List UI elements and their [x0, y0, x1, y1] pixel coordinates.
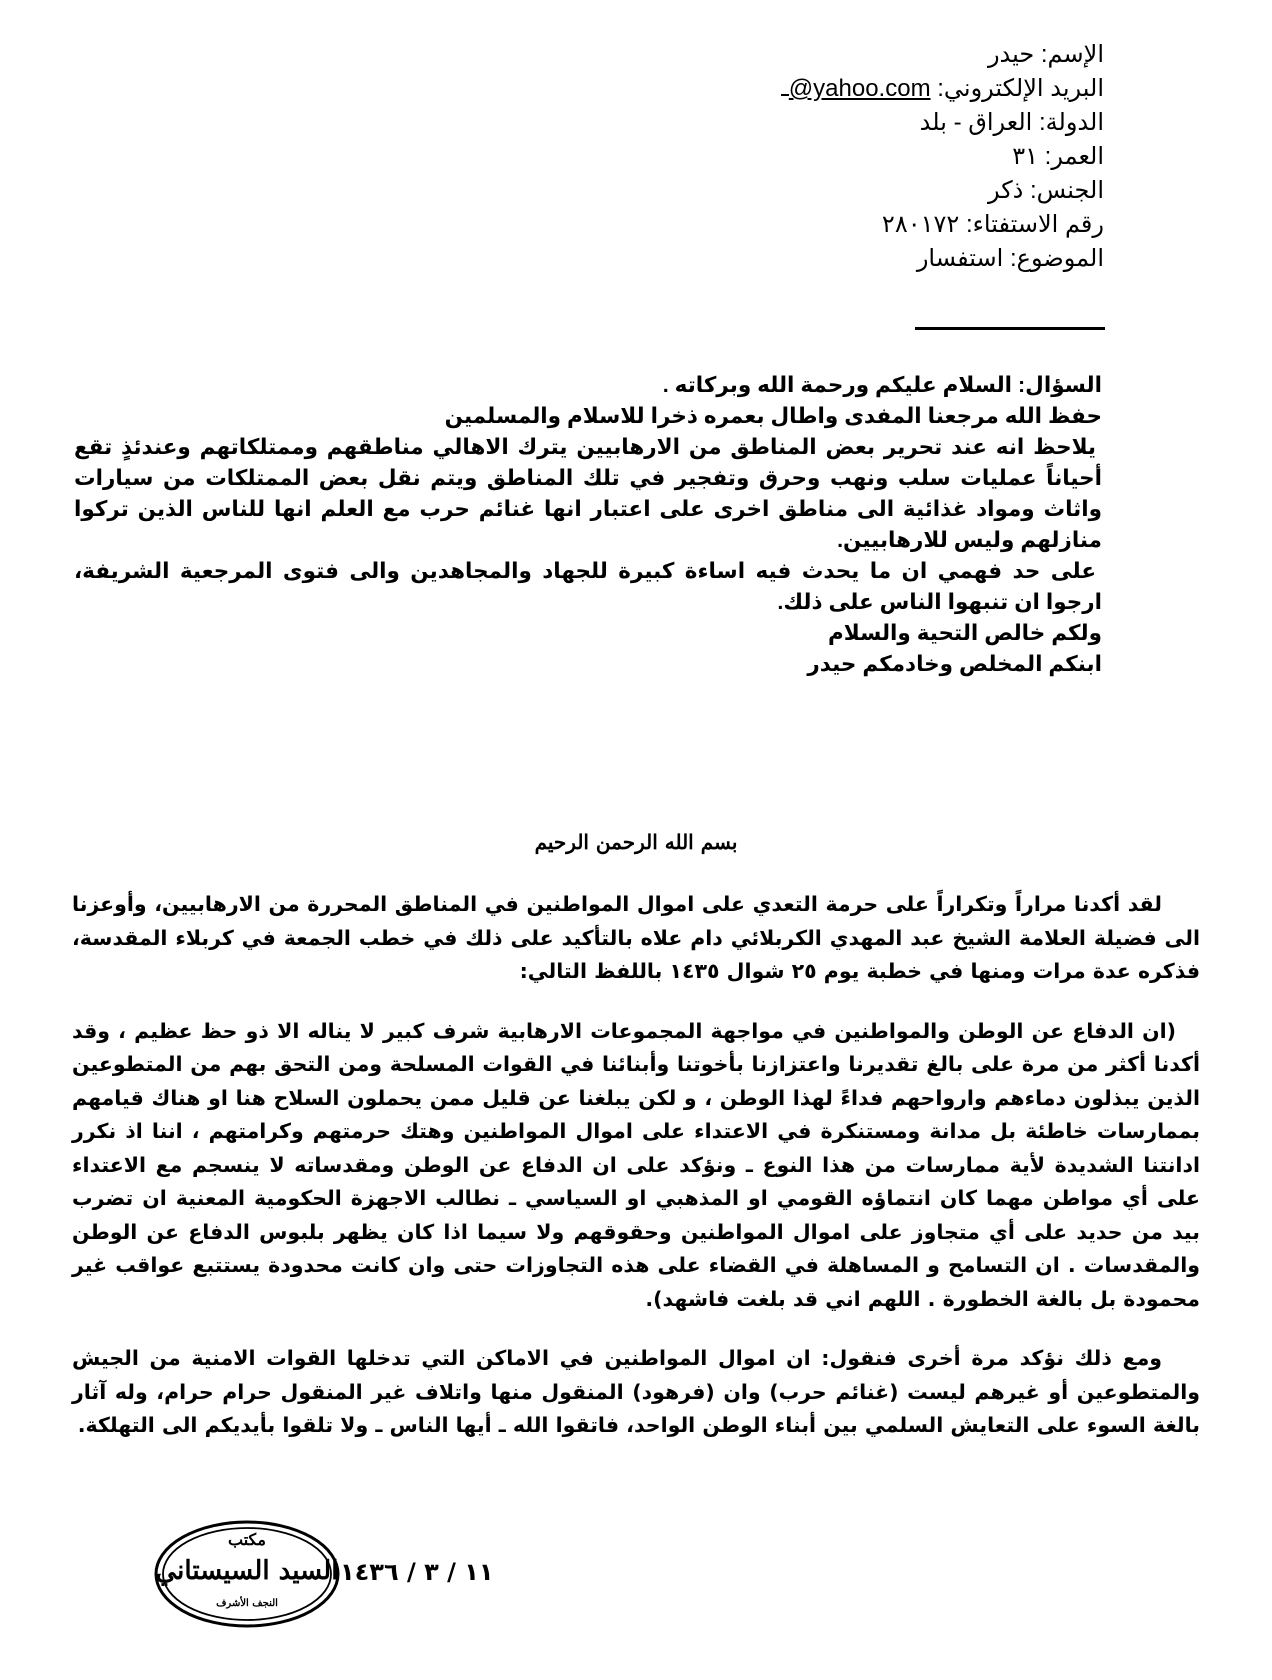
- seal-text-name: السيد السيستاني: [155, 1556, 339, 1586]
- answer-paragraph-2: ومع ذلك نؤكد مرة أخرى فنقول: ان اموال المواطنين في الاماكن التي تدخلها القوات الامنية من الجيش والمتطوعين أو غيرهم ليست (غنائم حرب) وان (فرهود) المنقول منها واتلاف غير المنقول حرام حرام، وله آثار بالغة السوء على التعايش السلمي بين أبناء الوطن الواحد، فاتقوا الله ـ أيها الناس ـ ولا تلقوا بأيديكم الى التهلكة.: [72, 1346, 1200, 1437]
- name-label: الإسم:: [1040, 41, 1104, 68]
- header-separator-line: [915, 327, 1105, 330]
- gender-label: الجنس:: [1030, 177, 1104, 204]
- inquiry-number-row: [584, 208, 1104, 242]
- email-row: [584, 72, 1104, 106]
- question-signature: ابنكم المخلص وخادمكم حيدر: [807, 652, 1102, 676]
- seal-text-city: النجف الأشرف: [216, 1598, 278, 1609]
- country-label: الدولة:: [1038, 109, 1104, 136]
- answer-paragraph-1: لقد أكدنا مراراً وتكراراً على حرمة التعدي على اموال المواطنين في المناطق المحررة من الارهابيين، وأوعزنا الى فضيلة العلامة الشيخ عبد المهدي الكربلائي دام علاه بالتأكيد على ذلك في خطب الجمعة في كربلاء المقدسة، فذكره عدة مرات ومنها في خطبة يوم ٢٥ شوال ١٤٣٥ باللفظ التالي:: [72, 892, 1200, 983]
- gender-value: ذكر: [987, 177, 1024, 204]
- answer-block: [72, 888, 1200, 1469]
- seal-text-office: مكتب: [228, 1530, 266, 1549]
- age-value: ٣١: [1012, 143, 1038, 170]
- inquiry-number-label: رقم الاستفتاء:: [965, 211, 1104, 238]
- answer-date: ١١ / ٣ / ١٤٣٦: [340, 1558, 494, 1586]
- question-closing: ولكم خالص التحية والسلام: [828, 621, 1102, 645]
- question-body: يلاحظ انه عند تحرير بعض المناطق من الارهابيين يترك الاهالي مناطقهم وممتلكاتهم وعندئذٍ تقع أحياناً عمليات سلب ونهب وحرق وتفجير في تلك المناطق ويتم نقل بعض الممتلكات من سيارات واثاث ومواد غذائية الى مناطق اخرى على اعتبار انها غنائم حرب مع العلم انها للناس الذين تركوا منازلهم وليس للارهابيين.: [74, 435, 1102, 552]
- question-greeting: السلام عليكم ورحمة الله وبركاته .: [662, 373, 1013, 397]
- email-label: البريد الإلكتروني:: [937, 75, 1104, 102]
- inquiry-info-block: [584, 38, 1104, 276]
- answer-quote: (ان الدفاع عن الوطن والمواطنين في مواجهة المجموعات الارهابية شرف كبير لا يناله الا ذو حظ عظيم ، وقد أكدنا أكثر من مرة على بالغ تقديرنا واعتزازنا بأخوتنا وأبنائنا في القوات المسلحة ومن التحق بهم من المتطوعين الذين يبذلون دماءهم وارواحهم فداءً لهذا الوطن ، و لكن يبلغنا عن قليل ممن يحملون السلاح هنا او هناك قيامهم بممارسات خاطئة بل مدانة ومستنكرة في الاعتداء على اموال المواطنين وهتك حرمتهم وكرامتهم ، اننا اذ نكرر ادانتنا الشديدة لأية ممارسات من هذا النوع ـ ونؤكد على ان الدفاع عن الوطن ومقدساته لا ينسجم مع الاعتداء على أي مواطن مهما كان انتماؤه القومي او المذهبي او السياسي ـ نطالب الاجهزة الحكومية المعنية ان تضرب بيد من حديد على أي متجاوز على اموال المواطنين وحقوقهم ولا سيما اذا كان يظهر بلبوس الدفاع عن الوطن والمقدسات . ان التسامح و المساهلة في القضاء على هذه التجاوزات حتى وان كانت محدودة يستتبع عواقب غير محمودة بل بالغة الخطورة . اللهم اني قد بلغت فاشهد).: [72, 1018, 1200, 1311]
- question-concern: على حد فهمي ان ما يحدث فيه اساءة كبيرة للجهاد والمجاهدين والى فتوى المرجعية الشريفة، ارجوا ان تنبهوا الناس على ذلك.: [74, 559, 1102, 614]
- basmala-heading: بسم الله الرحمن الرحيم: [534, 830, 738, 854]
- question-prayer: حفظ الله مرجعنا المفدى واطال بعمره ذخرا للاسلام والمسلمين: [444, 404, 1102, 428]
- email-redacted-username: [781, 72, 789, 96]
- subject-label: الموضوع:: [1009, 245, 1104, 272]
- official-seal-icon: [152, 1518, 342, 1630]
- country-value: العراق - بلد: [919, 109, 1033, 136]
- question-greeting-line: [74, 370, 1102, 401]
- email-value[interactable]: @yahoo.com: [788, 75, 931, 102]
- subject-value: استفسار: [916, 245, 1004, 272]
- inquiry-number-value: ٢٨٠١٧٢: [881, 211, 960, 238]
- name-value: حيدر: [987, 41, 1035, 68]
- country-row: [584, 106, 1104, 140]
- name-row: [584, 38, 1104, 72]
- age-label: العمر:: [1044, 143, 1104, 170]
- age-row: [584, 140, 1104, 174]
- question-label: السؤال:: [1018, 373, 1102, 397]
- question-block: [74, 370, 1102, 680]
- subject-row: [584, 242, 1104, 276]
- gender-row: [584, 174, 1104, 208]
